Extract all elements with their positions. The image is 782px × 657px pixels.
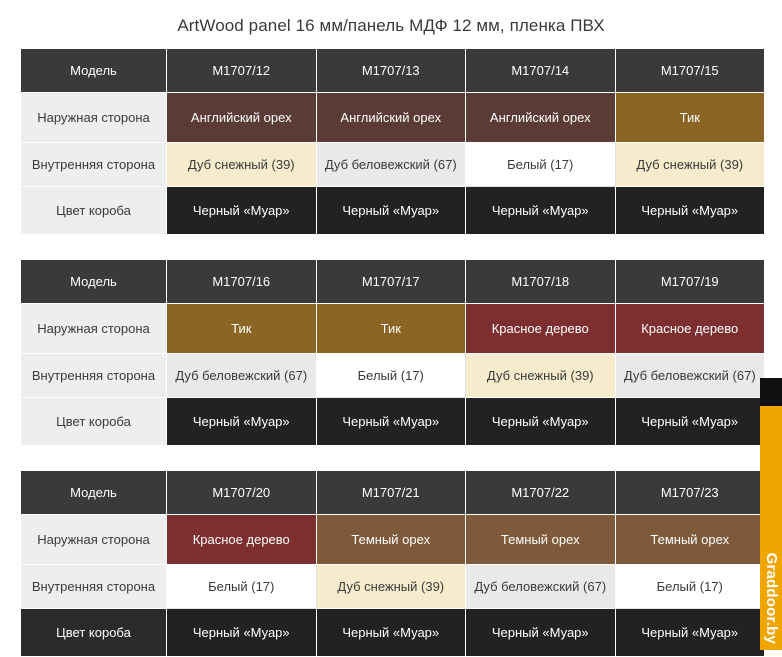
- table-row-inner: [21, 143, 765, 187]
- row-label-outer: Наружная сторона: [21, 93, 167, 143]
- table-row-inner: [21, 354, 765, 398]
- outer-finish-cell: Красное дерево: [466, 304, 616, 354]
- model-cell: M1707/22: [466, 471, 616, 515]
- table-row-model: [21, 260, 765, 304]
- row-label-inner: Внутренняя сторона: [21, 143, 167, 187]
- table-row-frame: [21, 609, 765, 657]
- row-label-inner: Внутренняя сторона: [21, 354, 167, 398]
- model-cell: M1707/17: [316, 260, 466, 304]
- model-cell: M1707/19: [615, 260, 765, 304]
- outer-finish-cell: Темный орех: [316, 515, 466, 565]
- frame-color-cell: Черный «Муар»: [466, 187, 616, 235]
- spec-table: [20, 48, 765, 235]
- table-row-outer: [21, 515, 765, 565]
- inner-finish-cell: Дуб беловежский (67): [615, 354, 765, 398]
- row-label-model: Модель: [21, 260, 167, 304]
- row-label-model: Модель: [21, 471, 167, 515]
- table-row-model: [21, 49, 765, 93]
- row-label-frame: Цвет короба: [21, 398, 167, 446]
- model-cell: M1707/18: [466, 260, 616, 304]
- inner-finish-cell: Белый (17): [466, 143, 616, 187]
- model-cell: M1707/12: [167, 49, 317, 93]
- outer-finish-cell: Красное дерево: [167, 515, 317, 565]
- watermark-text: Graddoor.by: [763, 552, 780, 644]
- inner-finish-cell: Белый (17): [316, 354, 466, 398]
- watermark-black-block: [760, 378, 782, 406]
- spec-table: [20, 470, 765, 657]
- model-cell: M1707/20: [167, 471, 317, 515]
- frame-color-cell: Черный «Муар»: [167, 187, 317, 235]
- spec-tables-container: [0, 48, 782, 657]
- inner-finish-cell: Дуб беловежский (67): [316, 143, 466, 187]
- row-label-inner: Внутренняя сторона: [21, 565, 167, 609]
- inner-finish-cell: Дуб снежный (39): [466, 354, 616, 398]
- outer-finish-cell: Тик: [615, 93, 765, 143]
- inner-finish-cell: Белый (17): [167, 565, 317, 609]
- table-row-inner: [21, 565, 765, 609]
- outer-finish-cell: Темный орех: [615, 515, 765, 565]
- model-cell: M1707/13: [316, 49, 466, 93]
- frame-color-cell: Черный «Муар»: [316, 609, 466, 657]
- outer-finish-cell: Тик: [316, 304, 466, 354]
- model-cell: M1707/23: [615, 471, 765, 515]
- model-cell: M1707/16: [167, 260, 317, 304]
- frame-color-cell: Черный «Муар»: [466, 398, 616, 446]
- table-row-outer: [21, 93, 765, 143]
- row-label-outer: Наружная сторона: [21, 515, 167, 565]
- frame-color-cell: Черный «Муар»: [615, 187, 765, 235]
- inner-finish-cell: Дуб снежный (39): [316, 565, 466, 609]
- frame-color-cell: Черный «Муар»: [167, 398, 317, 446]
- inner-finish-cell: Дуб снежный (39): [615, 143, 765, 187]
- row-label-frame: Цвет короба: [21, 187, 167, 235]
- model-cell: M1707/21: [316, 471, 466, 515]
- frame-color-cell: Черный «Муар»: [615, 398, 765, 446]
- model-cell: M1707/15: [615, 49, 765, 93]
- spec-table: [20, 259, 765, 446]
- row-label-frame: Цвет короба: [21, 609, 167, 657]
- inner-finish-cell: Дуб беловежский (67): [167, 354, 317, 398]
- frame-color-cell: Черный «Муар»: [615, 609, 765, 657]
- frame-color-cell: Черный «Муар»: [316, 187, 466, 235]
- outer-finish-cell: Тик: [167, 304, 317, 354]
- inner-finish-cell: Дуб снежный (39): [167, 143, 317, 187]
- frame-color-cell: Черный «Муар»: [167, 609, 317, 657]
- page-title: ArtWood panel 16 мм/панель МДФ 12 мм, пленка ПВХ: [177, 16, 605, 35]
- frame-color-cell: Черный «Муар»: [466, 609, 616, 657]
- inner-finish-cell: Дуб беловежский (67): [466, 565, 616, 609]
- table-row-frame: [21, 187, 765, 235]
- watermark: [760, 378, 782, 650]
- outer-finish-cell: Английский орех: [316, 93, 466, 143]
- table-row-model: [21, 471, 765, 515]
- table-row-outer: [21, 304, 765, 354]
- model-cell: M1707/14: [466, 49, 616, 93]
- row-label-outer: Наружная сторона: [21, 304, 167, 354]
- outer-finish-cell: Английский орех: [466, 93, 616, 143]
- outer-finish-cell: Темный орех: [466, 515, 616, 565]
- frame-color-cell: Черный «Муар»: [316, 398, 466, 446]
- outer-finish-cell: Английский орех: [167, 93, 317, 143]
- table-row-frame: [21, 398, 765, 446]
- row-label-model: Модель: [21, 49, 167, 93]
- outer-finish-cell: Красное дерево: [615, 304, 765, 354]
- inner-finish-cell: Белый (17): [615, 565, 765, 609]
